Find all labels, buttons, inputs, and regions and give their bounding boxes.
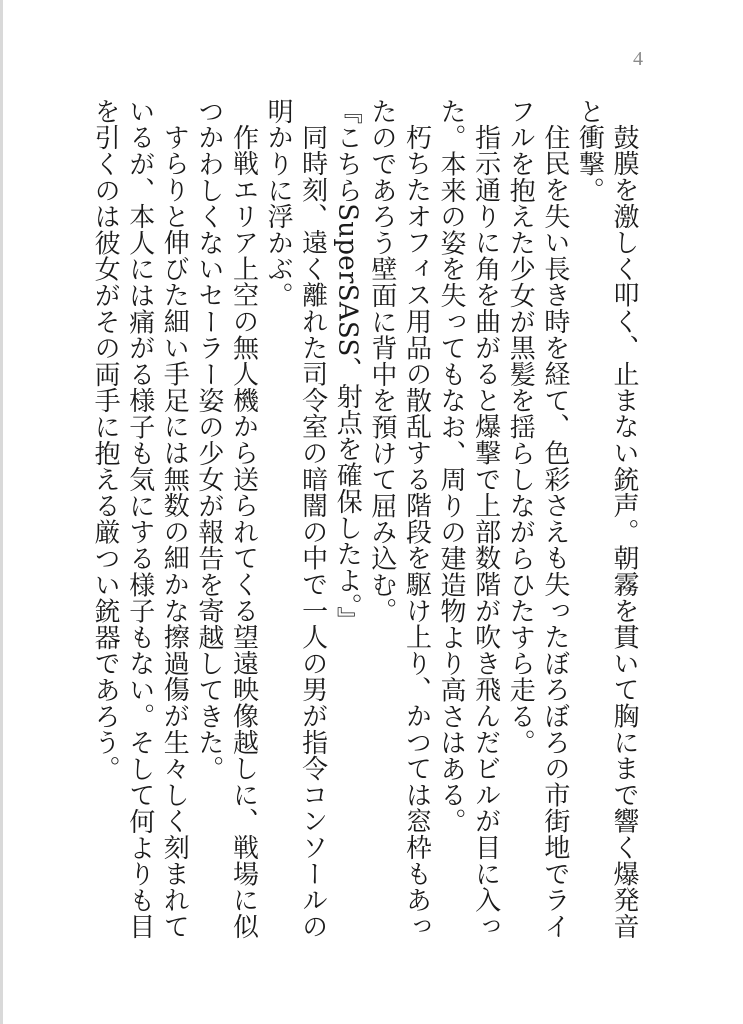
paragraph-5: 同時刻、遠く離れた司令室の暗闇の中で一人の男が指令コンソールの明かりに浮かぶ。 xyxy=(263,98,328,940)
paragraph-4: 朽ちたオフィス用品の散乱する階段を駆け上り、かつては窓枠もあったのであろう壁面に背中を預けて屈み込む。 xyxy=(366,98,432,940)
page-left-edge xyxy=(0,0,3,1024)
page-number: 4 xyxy=(633,48,643,70)
paragraph-2: 住民を失い長き時を経て、色彩さえも失ったぼろぼろの市街地でライフルを抱えた少女が黒髪を揺らしながらひたすら走る。 xyxy=(505,98,570,940)
paragraph-7: すらりと伸びた細い手足には無数の細かな擦過傷が生々しく刻まれているが、本人には痛がる様子も気にする様子もない。そして何よりも目を引くのは彼女がその両手に抱える厳つい銃器であろう。 xyxy=(90,98,190,940)
dialogue-line: 『こちらSuperSASS、射点を確保したよ。』 xyxy=(332,98,363,633)
paragraph-6: 作戦エリア上空の無人機から送られてくる望遠映像越しに、戦場に似つかわしくないセーラー姿の少女が報告を寄越してきた。 xyxy=(193,98,259,940)
paragraph-3: 指示通りに角を曲がると爆撃で上部数階が吹き飛んだビルが目に入った。本来の姿を失ってもなお、周りの建造物より高さはある。 xyxy=(436,98,501,940)
body-text xyxy=(88,98,642,958)
paragraph-1: 鼓膜を激しく叩く、止まない銃声。朝霧を貫いて胸にまで響く爆発音と衝撃。 xyxy=(574,98,639,940)
